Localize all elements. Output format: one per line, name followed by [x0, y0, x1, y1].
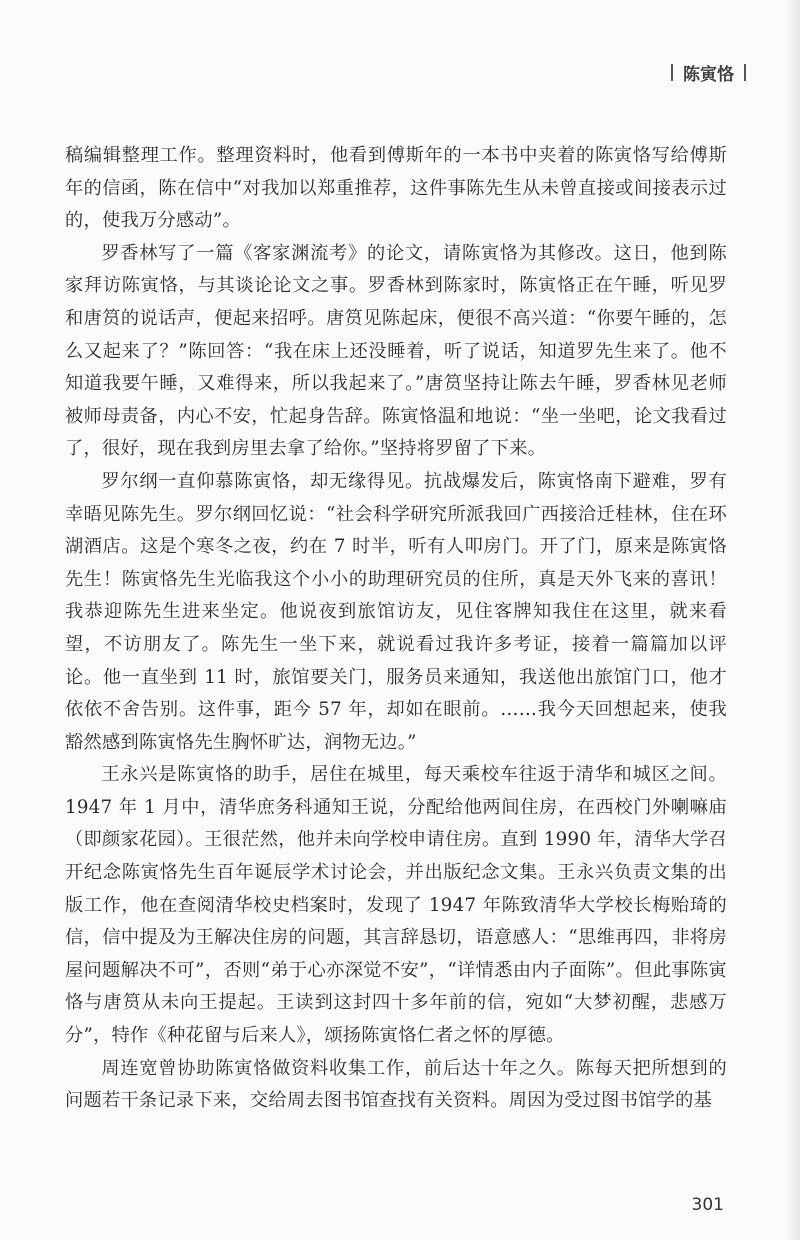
paragraph-zhou-liankuan: 周连宽曾协助陈寅恪做资料收集工作，前后达十年之久。陈每天把所想到的问题若干条记录下来，交给周去图书馆查找有关资料。周因为受过图书馆学的基 — [65, 1057, 727, 1112]
header-divider-right — [744, 64, 746, 81]
page-number: 301 — [691, 1195, 724, 1215]
paragraph-wang-yongxing: 王永兴是陈寅恪的助手，居住在城里，每天乘校车往返于清华和城区之间。1947 年 1 月中，清华庶务科通知王说，分配给他两间住房，在西校门外喇嘛庙（即颜家花园）。王很茫然，他并未向学校申请住房。直到 1990 年，清华大学召开纪念陈寅恪先生百年诞辰学术讨论会，并出版纪念文集。王永兴负责文集的出版工作，他在查阅清华校史档案时，发现了 1947 年陈致清华大学校长梅贻琦的信，信中提及为王解决住房的问题，其言辞恳切，语意感人：“思维再四，非将房屋问题解决不可”，否则“弟于心亦深觉不安”，“详情悉由内子面陈”。但此事陈寅恪与唐筼从未向王提起。王读到这封四十多年前的信，宛如“大梦初醒，悲感万分”，特作《种花留与后来人》，颂扬陈寅恪仁者之怀的厚德。 — [65, 764, 727, 1047]
body-text — [65, 140, 727, 1118]
paragraph-luo-ergang: 罗尔纲一直仰慕陈寅恪，却无缘得见。抗战爆发后，陈寅恪南下避难，罗有幸晤见陈先生。罗尔纲回忆说：“社会科学研究所派我回广西接洽迁桂林，住在环湖酒店。这是个寒冬之夜，约在 7 时半，听有人叩房门。开了门，原来是陈寅恪先生！陈寅恪先生光临我这个小小的助理研究员的住所，真是天外飞来的喜讯！我恭迎陈先生进来坐定。他说夜到旅馆访友，见住客牌知我住在这里，就来看望，不访朋友了。陈先生一坐下来，就说看过我许多考证，接着一篇篇加以评论。他一直坐到 11 时，旅馆要关门，服务员来通知，我送他出旅馆门口，他才依依不舍告别。这件事，距今 57 年，却如在眼前。……我今天回想起来，使我豁然感到陈寅恪先生胸怀旷达，润物无边。” — [65, 470, 727, 753]
page-edge-shadow — [786, 0, 800, 1240]
paragraph-luo-xianglin: 罗香林写了一篇《客家渊流考》的论文，请陈寅恪为其修改。这日，他到陈家拜访陈寅恪，与其谈论论文之事。罗香林到陈家时，陈寅恪正在午睡，听见罗和唐筼的说话声，便起来招呼。唐筼见陈起床，便很不高兴道：“你要午睡的，怎么又起来了？”陈回答：“我在床上还没睡着，听了说话，知道罗先生来了。他不知道我要午睡，又难得来，所以我起来了。”唐筼坚持让陈去午睡，罗香林见老师被师母责备，内心不安，忙起身告辞。陈寅恪温和地说：“坐一坐吧，论文我看过了，很好，现在我到房里去拿了给你。”坚持将罗留了下来。 — [65, 242, 727, 460]
running-title: 陈寅恪 — [683, 64, 734, 85]
header-divider-left — [671, 64, 673, 81]
running-header — [661, 60, 756, 84]
paragraph-continued: 稿编辑整理工作。整理资料时，他看到傅斯年的一本书中夹着的陈寅恪写给傅斯年的信函，陈在信中“对我加以郑重推荐，这件事陈先生从未曾直接或间接表示过的，使我万分感动”。 — [65, 145, 727, 232]
